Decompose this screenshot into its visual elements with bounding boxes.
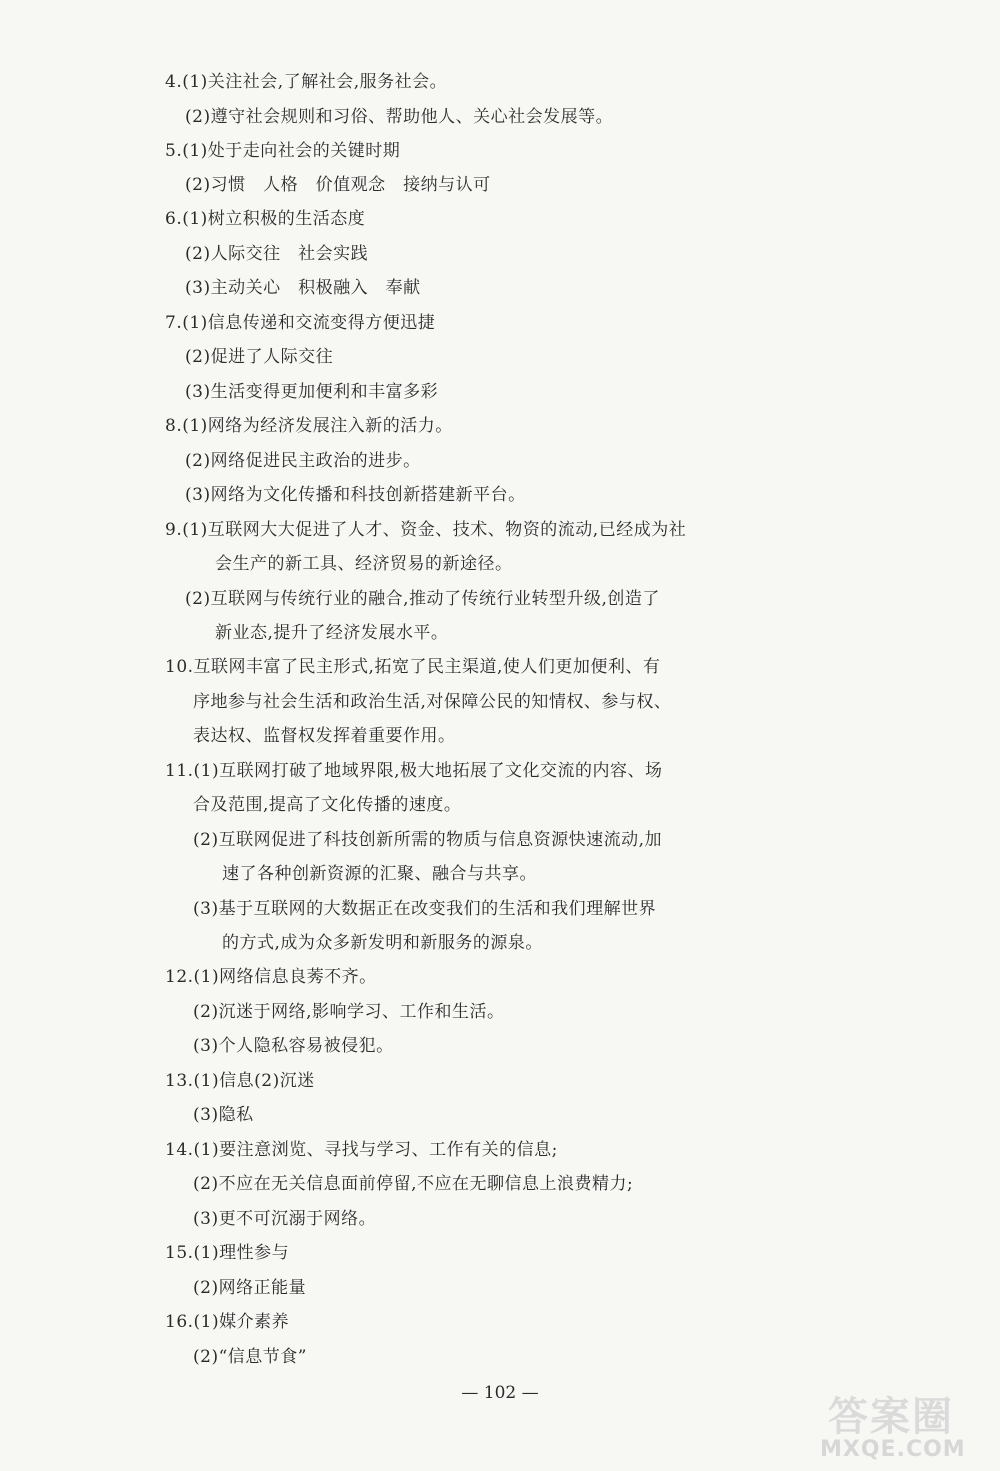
watermark <box>820 1385 990 1465</box>
answer-line: 5.(1)处于走向社会的关键时期 <box>165 141 401 161</box>
answer-line: (3)基于互联网的大数据正在改变我们的生活和我们理解世界 <box>193 899 657 919</box>
answer-line: (2)互联网与传统行业的融合,推动了传统行业转型升级,创造了 <box>185 589 660 609</box>
answer-line: 15.(1)理性参与 <box>165 1243 290 1263</box>
answer-line: (3)生活变得更加便利和丰富多彩 <box>185 382 439 402</box>
answer-line: (3)更不可沉溺于网络。 <box>193 1209 377 1229</box>
answer-line: 11.(1)互联网打破了地域界限,极大地拓展了文化交流的内容、场 <box>165 761 663 781</box>
watermark-url: MXQE.COM <box>820 1437 966 1462</box>
answer-line: (2)互联网促进了科技创新所需的物质与信息资源快速流动,加 <box>193 830 662 850</box>
answer-line: 9.(1)互联网大大促进了人才、资金、技术、物资的流动,已经成为社 <box>165 520 687 540</box>
answer-line: (2)促进了人际交往 <box>185 347 334 367</box>
answer-line: 的方式,成为众多新发明和新服务的源泉。 <box>222 933 543 953</box>
answer-line: 12.(1)网络信息良莠不齐。 <box>165 967 377 987</box>
answer-line: (2)网络促进民主政治的进步。 <box>185 451 421 471</box>
answer-line: 16.(1)媒介素养 <box>165 1312 290 1332</box>
answer-line: (3)网络为文化传播和科技创新搭建新平台。 <box>185 485 526 505</box>
answer-line: 表达权、监督权发挥着重要作用。 <box>193 726 456 746</box>
watermark-logo: 答案圈 <box>828 1394 954 1440</box>
answer-line: (3)隐私 <box>193 1105 254 1125</box>
answer-line: 8.(1)网络为经济发展注入新的活力。 <box>165 416 453 436</box>
answer-line: (3)主动关心 积极融入 奉献 <box>185 278 421 298</box>
answer-line: (2)遵守社会规则和习俗、帮助他人、关心社会发展等。 <box>185 107 614 127</box>
page-number: — 102 — <box>461 1383 539 1403</box>
answer-line: 会生产的新工具、经济贸易的新途径。 <box>215 554 513 574</box>
answer-line: 14.(1)要注意浏览、寻找与学习、工作有关的信息; <box>165 1140 558 1160</box>
answer-line: 13.(1)信息(2)沉迷 <box>165 1071 315 1091</box>
answer-line: (2)习惯 人格 价值观念 接纳与认可 <box>185 175 491 195</box>
answer-line: 4.(1)关注社会,了解社会,服务社会。 <box>165 72 448 92</box>
answer-line: 7.(1)信息传递和交流变得方便迅捷 <box>165 313 436 333</box>
answer-line: (2)人际交往 社会实践 <box>185 244 369 264</box>
answer-line: 速了各种创新资源的汇聚、融合与共享。 <box>222 864 537 884</box>
answer-line: (3)个人隐私容易被侵犯。 <box>193 1036 394 1056</box>
answer-line: (2)沉迷于网络,影响学习、工作和生活。 <box>193 1002 505 1022</box>
answer-line: (2)不应在无关信息面前停留,不应在无聊信息上浪费精力; <box>193 1174 634 1194</box>
answer-line: (2)“信息节食” <box>193 1347 307 1367</box>
answer-line: 10.互联网丰富了民主形式,拓宽了民主渠道,使人们更加便利、有 <box>165 657 661 677</box>
answer-line: 6.(1)树立积极的生活态度 <box>165 209 366 229</box>
answer-line: 合及范围,提高了文化传播的速度。 <box>193 795 462 815</box>
answer-line: 序地参与社会生活和政治生活,对保障公民的知情权、参与权、 <box>193 692 672 712</box>
answer-line: (2)网络正能量 <box>193 1278 307 1298</box>
answer-line: 新业态,提升了经济发展水平。 <box>215 623 449 643</box>
